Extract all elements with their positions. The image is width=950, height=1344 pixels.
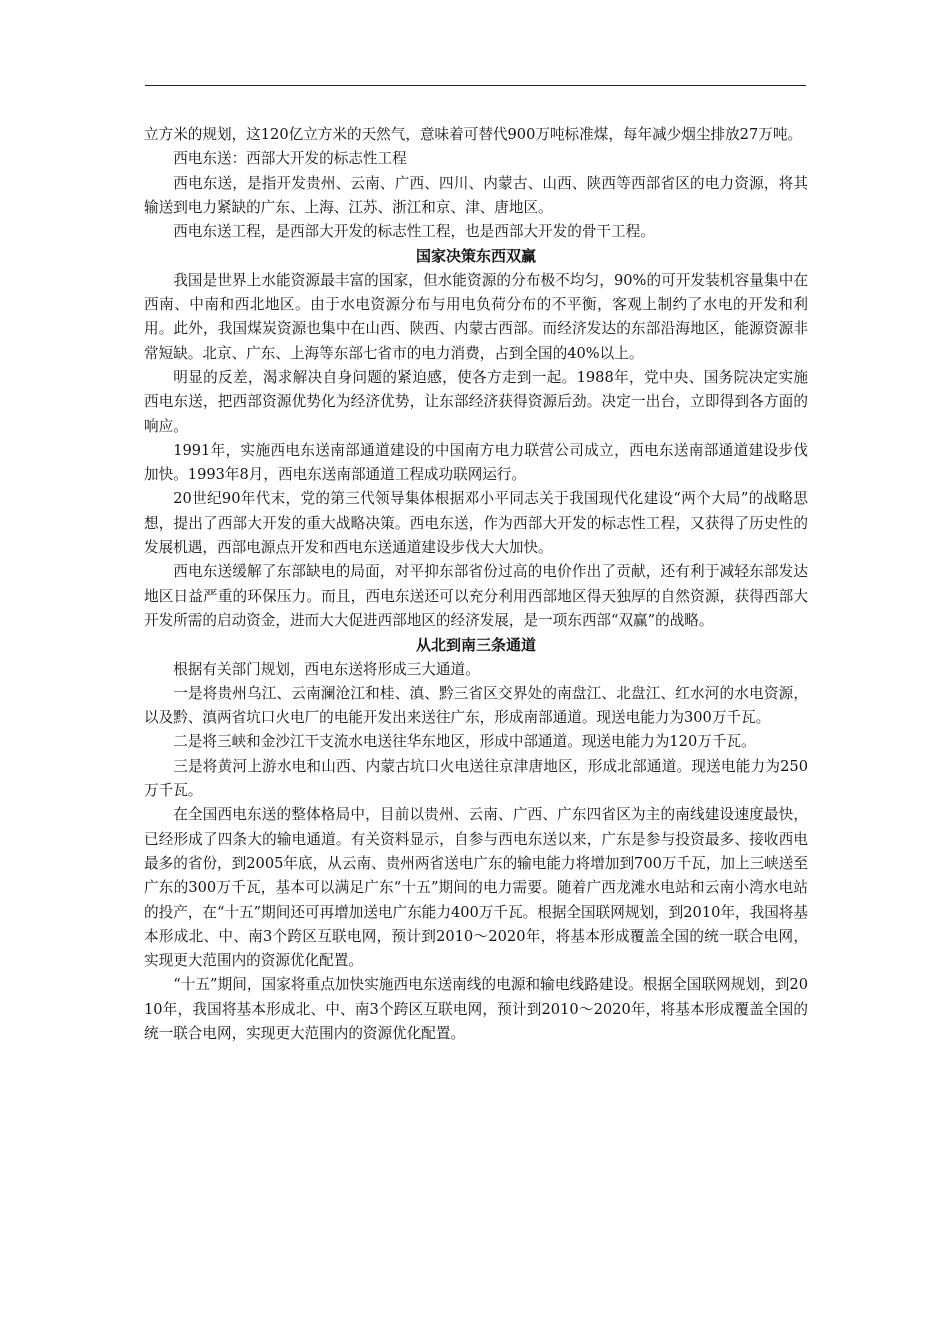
paragraph: 我国是世界上水能资源最丰富的国家，但水能资源的分布极不均匀，90%的可开发装机容量集中在西南、中南和西北地区。由于水电资源分布与用电负荷分布的不平衡，客观上制约了水电的开发和利用。此外，我国煤炭资源也集中在山西、陕西、内蒙古西部。而经济发达的东部沿海地区，能源资源非常短缺。北京、广东、上海等东部七省市的电力消费，占到全国的40%以上。 — [144, 271, 808, 362]
paragraph: “十五”期间，国家将重点加快实施西电东送南线的电源和输电线路建设。根据全国联网规划，到2010年，我国将基本形成北、中、南3个跨区互联电网，预计到2010～2020年，将基本形成覆盖全国的统一联合电网，实现更大范围内的资源优化配置。 — [144, 976, 808, 1042]
section-heading-national-decision: 国家决策东西双赢 — [415, 247, 536, 266]
paragraph: 二是将三峡和金沙江干支流水电送往华东地区，形成中部通道。现送电能力为120万千瓦。 — [173, 733, 756, 751]
paragraph: 西电东送工程，是西部大开发的标志性工程，也是西部大开发的骨干工程。 — [173, 223, 655, 241]
document-body — [144, 123, 808, 1046]
paragraph: 一是将贵州乌江、云南澜沧江和桂、滇、黔三省区交界处的南盘江、北盘江、红水河的水电资源，以及黔、滇两省坑口火电厂的电能开发出来送往广东，形成南部通道。现送电能力为300万千瓦。 — [144, 684, 808, 727]
paragraph: 20世纪90年代末，党的第三代领导集体根据邓小平同志关于我国现代化建设“两个大局”的战略思想，提出了西部大开发的重大战略决策。西电东送，作为西部大开发的标志性工程，又获得了历史性的发展机遇，西部电源点开发和西电东送通道建设步伐大大加快。 — [144, 490, 808, 557]
paragraph: 在全国西电东送的整体格局中，目前以贵州、云南、广西、广东四省区为主的南线建设速度最快，已经形成了四条大的输电通道。有关资料显示，自参与西电东送以来，广东是参与投资最多、接收西电最多的省份，到2005年底，从云南、贵州两省送电广东的输电能力将增加到700万千瓦，加上三峡送至广东的300万千瓦，基本可以满足广东“十五”期间的电力需要。随着广西龙滩水电站和云南小湾水电站的投产，在“十五”期间还可再增加送电广东能力400万千瓦。根据全国联网规划，到2010年，我国将基本形成北、中、南3个跨区互联电网，预计到2010～2020年，将基本形成覆盖全国的统一联合电网，实现更大范围内的资源优化配置。 — [144, 806, 808, 970]
paragraph: 西电东送，是指开发贵州、云南、广西、四川、内蒙古、山西、陕西等西部省区的电力资源，将其输送到电力紧缺的广东、上海、江苏、浙江和京、津、唐地区。 — [144, 174, 808, 216]
header-rule — [145, 85, 806, 86]
paragraph: 西电东送缓解了东部缺电的局面，对平抑东部省份过高的电价作出了贡献，还有利于减轻东部发达地区日益严重的环保压力。而且，西电东送还可以充分利用西部地区得天独厚的自然资源，获得西部大开发所需的启动资金，进而大大促进西部地区的经济发展，是一项东西部“双赢”的战略。 — [144, 563, 808, 629]
paragraph-continuation: 立方米的规划，这120亿立方米的天然气，意味着可替代900万吨标准煤，每年减少烟尘排放27万吨。 — [144, 126, 803, 143]
paragraph: 三是将黄河上游水电和山西、内蒙古坑口火电送往京津唐地区，形成北部通道。现送电能力为250万千瓦。 — [144, 757, 808, 800]
paragraph: 1991年，实施西电东送南部通道建设的中国南方电力联营公司成立，西电东送南部通道建设步伐加快。1993年8月，西电东送南部通道工程成功联网运行。 — [144, 441, 808, 484]
subheading-west-east-power: 西电东送：西部大开发的标志性工程 — [173, 150, 407, 168]
paragraph: 根据有关部门规划，西电东送将形成三大通道。 — [173, 660, 480, 678]
paragraph: 明显的反差，渴求解决自身问题的紧迫感，使各方走到一起。1988年，党中央、国务院决定实施西电东送，把西部资源优势化为经济优势，让东部经济获得资源后劲。决定一出台，立即得到各方面的响应。 — [144, 368, 808, 435]
section-heading-three-channels: 从北到南三条通道 — [415, 636, 536, 655]
